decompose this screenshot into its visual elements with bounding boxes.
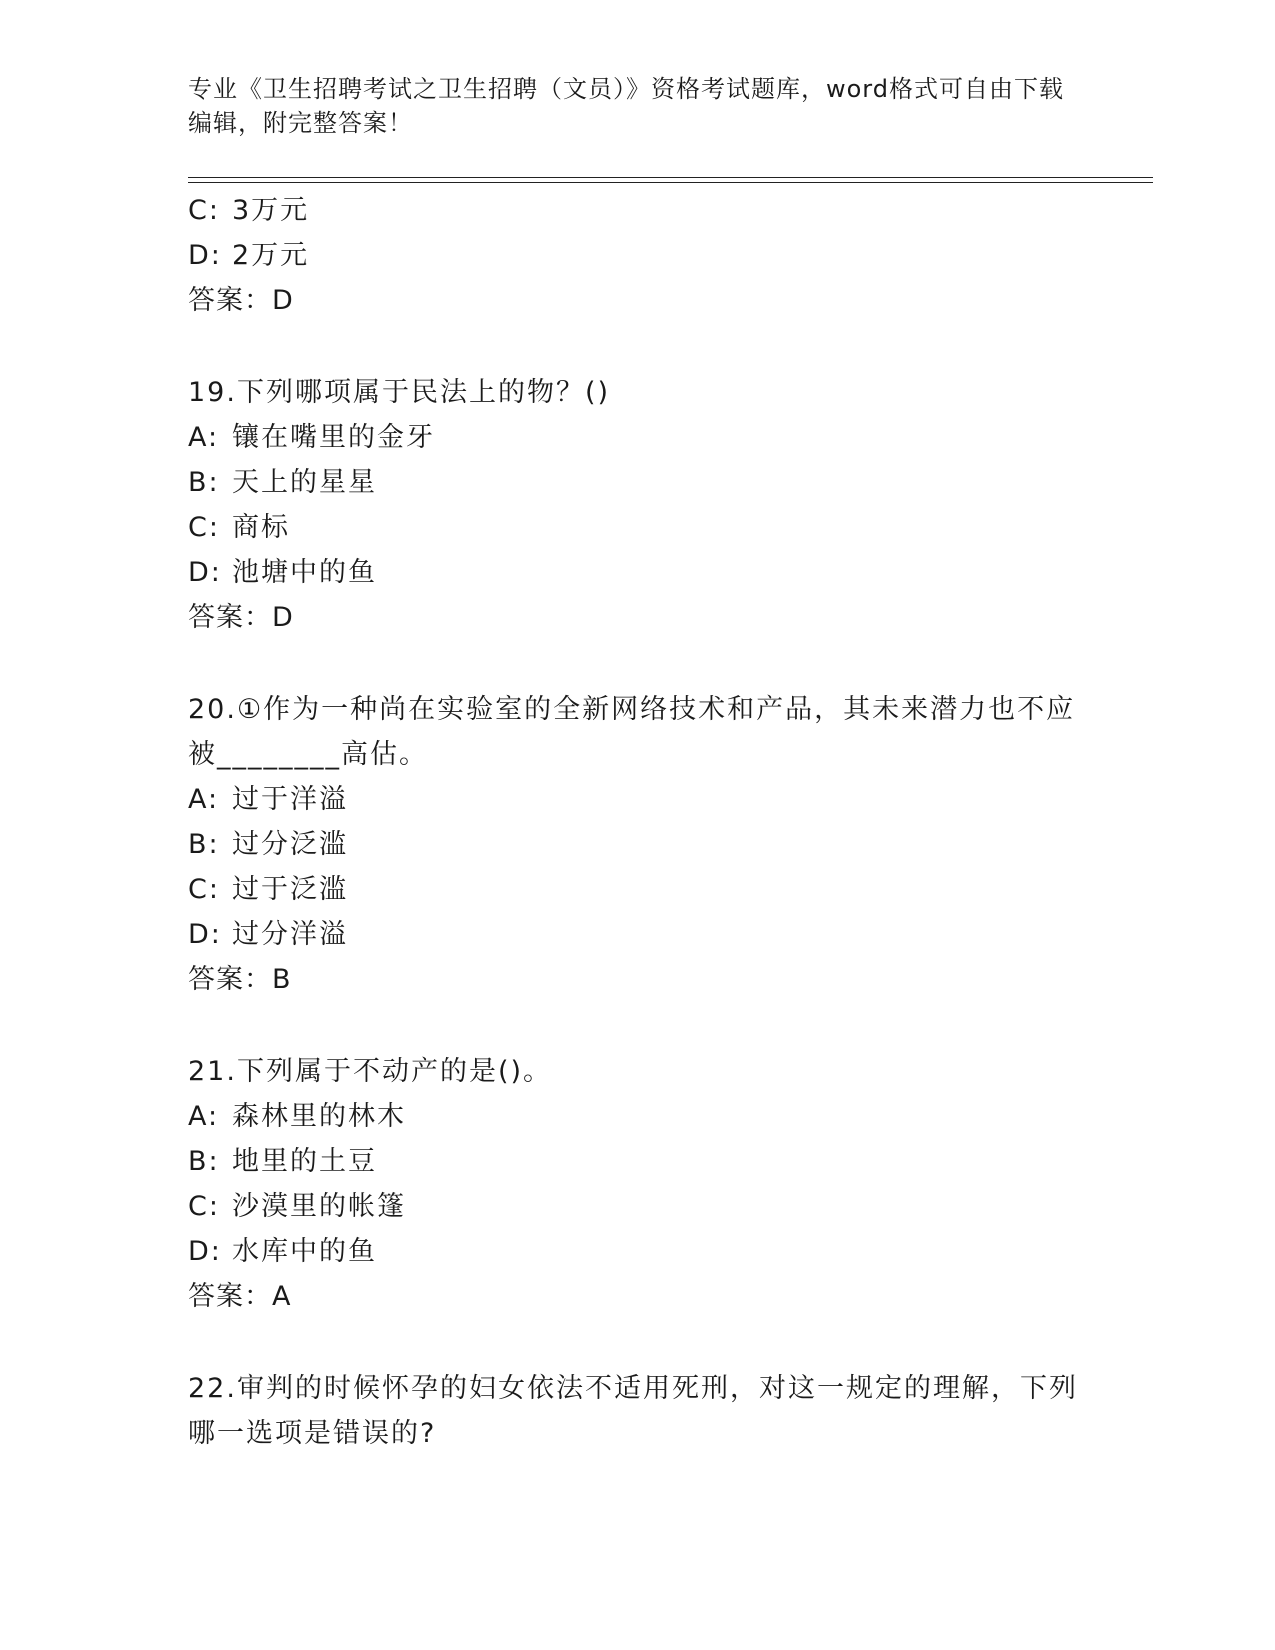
option-text: 沙漠里的帐篷 [232, 1191, 406, 1222]
question-22 [188, 1366, 1088, 1456]
question-stem-line-1: 20.①作为一种尚在实验室的全新网络技术和产品，其未来潜力也不应 [188, 694, 1076, 725]
option-key: D: [188, 557, 222, 588]
header-rule-top [188, 177, 1153, 178]
option-c [188, 505, 1088, 550]
option-key: B: [188, 467, 220, 498]
option-key: A: [188, 784, 220, 815]
option-c [188, 1184, 1088, 1229]
option-b [188, 460, 1088, 505]
question-stem-line-1: 22.审判的时候怀孕的妇女依法不适用死刑，对这一规定的理解，下列 [188, 1373, 1078, 1404]
option-key: D: [188, 1236, 222, 1267]
header-line-1: 专业《卫生招聘考试之卫生招聘（文员）》资格考试题库，word格式可自由下载 [188, 75, 1064, 103]
question-list [188, 188, 1088, 1456]
option-text: 2万元 [232, 240, 310, 271]
option-key: C: [188, 1191, 220, 1222]
question-20 [188, 687, 1088, 1003]
option-key: A: [188, 1101, 220, 1132]
option-text: 3万元 [232, 195, 310, 226]
option-text: 森林里的林木 [232, 1101, 406, 1132]
answer-line: 答案：A [188, 1281, 292, 1312]
option-a [188, 415, 1088, 460]
option-c [188, 867, 1088, 912]
option-text: 镶在嘴里的金牙 [232, 422, 435, 453]
header-rule-bottom [188, 182, 1153, 183]
option-key: D: [188, 919, 222, 950]
header-line-2: 编辑，附完整答案！ [188, 109, 413, 137]
option-text: 过于洋溢 [232, 784, 348, 815]
option-key: C: [188, 874, 220, 905]
question-18-tail [188, 188, 1088, 324]
option-d [188, 233, 1088, 278]
question-stem-line-2: 被________高估。 [188, 739, 428, 770]
answer-line: 答案：D [188, 285, 294, 316]
option-key: B: [188, 829, 220, 860]
option-text: 地里的土豆 [232, 1146, 377, 1177]
question-19 [188, 370, 1088, 641]
answer-line: 答案：D [188, 602, 294, 633]
option-d [188, 912, 1088, 957]
option-text: 过分泛滥 [232, 829, 348, 860]
option-key: A: [188, 422, 220, 453]
option-text: 过分洋溢 [232, 919, 348, 950]
option-text: 池塘中的鱼 [232, 557, 377, 588]
question-21 [188, 1049, 1088, 1320]
option-key: B: [188, 1146, 220, 1177]
option-key: C: [188, 512, 220, 543]
option-d [188, 1229, 1088, 1274]
question-stem: 21.下列属于不动产的是()。 [188, 1056, 553, 1087]
option-c [188, 188, 1088, 233]
option-key: C: [188, 195, 220, 226]
option-text: 天上的星星 [232, 467, 377, 498]
option-key: D: [188, 240, 222, 271]
option-text: 水库中的鱼 [232, 1236, 377, 1267]
option-text: 过于泛滥 [232, 874, 348, 905]
document-header [188, 72, 1088, 140]
option-b [188, 822, 1088, 867]
option-a [188, 777, 1088, 822]
answer-line: 答案：B [188, 964, 292, 995]
question-stem-line-2: 哪一选项是错误的? [188, 1418, 437, 1449]
option-text: 商标 [232, 512, 290, 543]
option-b [188, 1139, 1088, 1184]
question-stem: 19.下列哪项属于民法上的物？() [188, 377, 611, 408]
option-d [188, 550, 1088, 595]
option-a [188, 1094, 1088, 1139]
